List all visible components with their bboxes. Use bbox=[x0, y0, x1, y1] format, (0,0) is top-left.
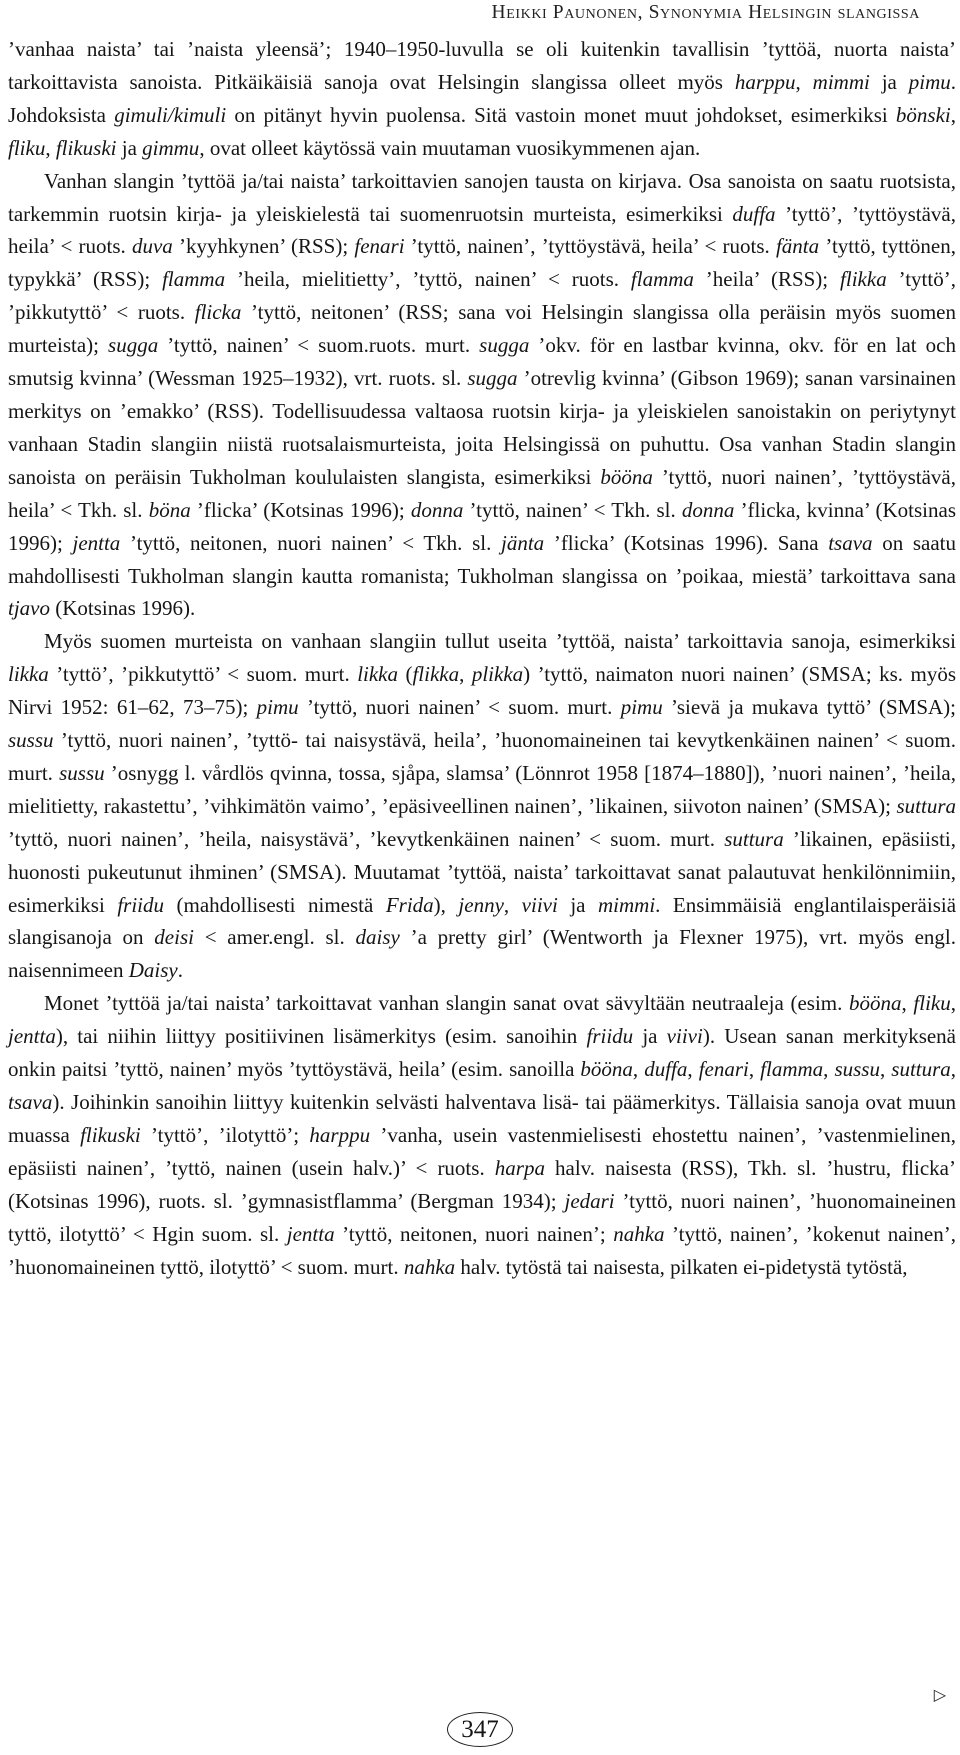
cited-term: bööna bbox=[600, 464, 653, 489]
text-run: , bbox=[459, 662, 472, 687]
text-run: , bbox=[879, 1057, 892, 1082]
cited-term: flikuski bbox=[55, 135, 117, 160]
cited-term: jentta bbox=[8, 1024, 56, 1049]
text-run: ’osnygg l. vårdlös qvinna, tossa, sjåpa, slamsa’ (Lönnrot 1958 [1874–1880]), ’nuori nainen’, ’heila, mielitietty, rakastettu’, ’vihkimätön vaimo’, ’epäsiveellinen nainen’, ’likainen, siivoton nainen’ (SMSA); bbox=[8, 760, 957, 818]
cited-term: sugga bbox=[108, 333, 159, 358]
cited-term: jentta bbox=[286, 1221, 335, 1246]
text-run: Vanhan slangin ’tyttöä ja/tai naista’ tarkoittavien sanojen tausta on kirjava. Osa sanoista on saatu ruotsista, tarkemmin ruotsin kirja- ja yleiskielestä tai suomenruotsin murteista, esimerkiksi bbox=[8, 168, 956, 226]
cited-term: bööna bbox=[849, 991, 902, 1016]
text-run: ’flicka’ (Kotsinas 1996). Sana bbox=[544, 530, 829, 555]
text-run: ’tyttö, nuori nainen’, ’tyttö- tai naisystävä, heila’, ’huonomaineinen tai kevytkenkäinen nainen’ < suom. murt. bbox=[8, 728, 956, 785]
text-run: ’tyttö, nainen’, ’tyttöystävä, heila’ < ruots. bbox=[404, 234, 776, 259]
cited-term: tsava bbox=[828, 530, 873, 555]
cited-term: sussu bbox=[59, 760, 105, 785]
cited-term: flamma bbox=[760, 1057, 824, 1082]
cited-term: harppu bbox=[309, 1122, 371, 1147]
cited-term: sussu bbox=[834, 1057, 880, 1082]
cited-term: duffa bbox=[644, 1057, 688, 1082]
cited-term: pimu bbox=[620, 695, 663, 720]
text-run: , bbox=[901, 991, 914, 1016]
text-run: . Johdoksista bbox=[8, 69, 956, 127]
text-run: ’tyttö’, ’ilotyttö’; bbox=[140, 1122, 310, 1147]
cited-term: harppu bbox=[734, 69, 796, 94]
cited-term: böna bbox=[148, 497, 191, 522]
cited-term: friidu bbox=[117, 892, 165, 917]
page-number: 347 bbox=[447, 1712, 513, 1747]
text-run: ja bbox=[557, 892, 598, 917]
text-run: ’sievä ja mukava tyttö’ (SMSA); bbox=[662, 695, 956, 720]
text-run: ’a pretty girl’ (Wentworth ja Flexner 1975), vrt. myös engl. naisennimeen bbox=[8, 925, 956, 983]
text-run: Monet ’tyttöä ja/tai naista’ tarkoittavat vanhan slangin sanat ovat sävyltään neutraaleja (esim. bbox=[44, 991, 850, 1016]
text-run: ), bbox=[433, 892, 459, 917]
cited-term: gimuli/kimuli bbox=[114, 102, 227, 127]
cited-term: suttura bbox=[724, 826, 784, 851]
cited-term: bööna bbox=[580, 1057, 633, 1082]
text-run: ’tyttö, nuori nainen’, ’heila, naisystävä’, ’kevytkenkäinen nainen’ < suom. murt. bbox=[8, 826, 725, 851]
running-head: Heikki Paunonen, Synonymia Helsingin slangissa bbox=[491, 2, 920, 23]
text-run: ja bbox=[116, 135, 143, 160]
text-run: , bbox=[687, 1057, 699, 1082]
cited-term: jedari bbox=[564, 1188, 615, 1213]
text-run: halv. tytöstä tai naisesta, pilkaten ei-pidetystä tytöstä, bbox=[455, 1254, 908, 1279]
cited-term: fenari bbox=[354, 234, 405, 259]
cited-term: flamma bbox=[162, 267, 226, 292]
text-run: ’tyttö’, ’pikkutyttö’ < suom. murt. bbox=[48, 662, 358, 687]
cited-term: pimu bbox=[256, 695, 299, 720]
text-run: ’tyttö, nuori nainen’, ’tyttöystävä, heila’ < Tkh. sl. bbox=[8, 464, 956, 522]
text-run: on saatu mahdollisesti Tukholman slangin kautta romanista; Tukholman slangissa on ’poikaa, miestä’ tarkoittava sana bbox=[8, 530, 956, 588]
text-run: Myös suomen murteista on vanhaan slangiin tullut useita ’tyttöä, naista’ tarkoittavia sanoja, esimerkiksi bbox=[44, 629, 956, 654]
text-run: ’tyttö’, ’tyttöystävä, heila’ < ruots. bbox=[8, 201, 956, 259]
text-run: , bbox=[823, 1057, 835, 1082]
cited-term: flamma bbox=[630, 267, 694, 292]
text-run: (Kotsinas 1996). bbox=[50, 596, 196, 621]
cited-term: gimmu bbox=[142, 135, 200, 160]
cited-term: viivi bbox=[521, 892, 558, 917]
cited-term: fliku bbox=[8, 135, 46, 160]
text-run: ja bbox=[869, 69, 909, 94]
text-run: . bbox=[177, 958, 183, 983]
cited-term: likka bbox=[357, 662, 398, 687]
text-run: ’flicka, kvinna’ (Kotsinas 1996); bbox=[8, 497, 957, 555]
cited-term: fliku bbox=[913, 991, 951, 1016]
cited-term: likka bbox=[8, 662, 49, 687]
paragraph bbox=[8, 33, 956, 165]
text-run: , bbox=[45, 135, 56, 160]
cited-term: duva bbox=[131, 234, 173, 259]
cited-term: deisi bbox=[154, 925, 194, 950]
cited-term: donna bbox=[681, 497, 735, 522]
cited-term: donna bbox=[410, 497, 464, 522]
text-run: , bbox=[632, 1057, 645, 1082]
text-run: , ovat olleet käytössä vain muutaman vuosikymmenen ajan. bbox=[199, 135, 701, 160]
cited-term: flicka bbox=[194, 300, 242, 325]
cited-term: sugga bbox=[479, 333, 530, 358]
text-run: < amer.engl. sl. bbox=[193, 925, 356, 950]
text-run: ’tyttö, neitonen’ (RSS; sana voi Helsingin slangissa olla peräisin myös suomen murteista); bbox=[8, 300, 956, 358]
text-run: ja bbox=[633, 1024, 667, 1049]
text-run: , bbox=[503, 892, 522, 917]
cited-term: daisy bbox=[355, 925, 400, 950]
text-run: ’vanhaa naista’ tai ’naista yleensä’; 1940–1950-luvulla se oli kuitenkin tavallisin ’tyttöä, nuorta naista’ tarkoittavista sanoista. Pitkäikäisiä sanoja ovat Helsingin slangissa olleet myös bbox=[8, 37, 956, 94]
paragraph bbox=[8, 165, 956, 626]
text-run: ’tyttö, neitonen, nuori nainen’; bbox=[334, 1221, 614, 1246]
text-run: ’otrevlig kvinna’ (Gibson 1969); sanan varsinainen merkitys on ’emakko’ (RSS). Todellisuudessa valtaosa ruotsin kirja- ja yleiskielen sanoistakin on periytynyt vanhaan Stadin slangiin niistä ruotsalaismurteista, joita Helsingissä on puhuttu. Osa vanhan Stadin slangin sanoista on peräisin Tukholman koululaisten slangista, esimerkiksi bbox=[8, 366, 957, 489]
cited-term: suttura bbox=[896, 793, 956, 818]
text-run: ’tyttö, nuori nainen’ < suom. murt. bbox=[298, 695, 621, 720]
text-run: ’heila’ (RSS); bbox=[693, 267, 841, 292]
cited-term: harpa bbox=[494, 1155, 545, 1180]
cited-term: tjavo bbox=[8, 596, 50, 621]
text-run: ’okv. för en lastbar kvinna, okv. för en lat och smutsig kvinna’ (Wessman 1925–1932), vrt. ruots. sl. bbox=[8, 333, 956, 391]
text-run: ’flicka’ (Kotsinas 1996); bbox=[190, 497, 411, 522]
page-body bbox=[8, 33, 956, 1283]
text-run: ). Usean sanan merkityksenä onkin paitsi ’tyttö, nainen’ myös ’tyttöystävä, heila’ (esim. sanoilla bbox=[8, 1024, 957, 1082]
text-run: ’tyttö, nainen’ < Tkh. sl. bbox=[463, 497, 682, 522]
text-run: , bbox=[795, 69, 813, 94]
cited-term: Frida bbox=[385, 892, 434, 917]
cited-term: viivi bbox=[666, 1024, 703, 1049]
continue-arrow-icon: ▷ bbox=[933, 1687, 946, 1704]
text-run: ’tyttö’, ’pikkutyttö’ < ruots. bbox=[8, 267, 956, 325]
cited-term: nahka bbox=[403, 1254, 456, 1279]
cited-term: Daisy bbox=[128, 958, 178, 983]
cited-term: flikka bbox=[840, 267, 887, 292]
text-run: (mahdollisesti nimestä bbox=[164, 892, 386, 917]
text-run: ’vanha, usein vastenmielisesti ehostettu nainen’, ’vastenmielinen, epäsiisti nainen’, ’tyttö, nainen (usein halv.)’ < ruots. bbox=[8, 1122, 956, 1180]
text-run: ’tyttö, nainen’ < suom.ruots. murt. bbox=[158, 333, 480, 358]
cited-term: fenari bbox=[698, 1057, 749, 1082]
cited-term: fänta bbox=[775, 234, 820, 259]
text-run: , bbox=[950, 991, 956, 1016]
text-run: , bbox=[950, 102, 956, 127]
text-run: ’tyttö, tyttönen, typykkä’ (RSS); bbox=[8, 234, 956, 292]
text-run: ’tyttö, nainen’, ’kokenut nainen’, ’huonomaineinen tyttö, ilotyttö’ < suom. murt. bbox=[8, 1221, 956, 1279]
cited-term: tsava bbox=[8, 1090, 53, 1114]
cited-term: bönski bbox=[895, 102, 951, 127]
cited-term: nahka bbox=[613, 1221, 665, 1246]
cited-term: sussu bbox=[8, 728, 54, 753]
cited-term: jenny bbox=[458, 892, 504, 917]
cited-term: mimmi bbox=[598, 892, 656, 917]
text-run: on pitänyt hyvin puolensa. Sitä vastoin monet muut johdokset, esimerkiksi bbox=[226, 102, 896, 127]
cited-term: friidu bbox=[586, 1024, 634, 1049]
text-run: ’likainen, epäsiisti, huonosti pukeutunut ihminen’ (SMSA). Muutamat ’tyttöä, naista’ tarkoittavat sanat palautuvat henkilönnimiin, esimerkiksi bbox=[8, 826, 956, 917]
cited-term: jänta bbox=[501, 530, 545, 555]
text-run: ’kyyhkynen’ (RSS); bbox=[172, 234, 355, 259]
text-run: ). Joihinkin sanoihin liittyy kuitenkin selvästi halventava lisä- tai päämerkitys. Tällaisia sanoja ovat muun muassa bbox=[8, 1090, 956, 1147]
cited-term: jentta bbox=[72, 530, 121, 555]
text-run: , bbox=[748, 1057, 761, 1082]
paragraph bbox=[8, 987, 956, 1283]
text-run: halv. naisesta (RSS), Tkh. sl. ’hustru, flicka’ (Kotsinas 1996), ruots. sl. ’gymnasistflamma’ (Bergman 1934); bbox=[8, 1155, 956, 1213]
text-run: ), tai niihin liittyy positiivinen lisämerkitys (esim. sanoihin bbox=[55, 1024, 587, 1049]
cited-term: flikuski bbox=[80, 1122, 141, 1147]
text-run: ( bbox=[398, 662, 413, 687]
text-run: ) ’tyttö, naimaton nuori nainen’ (SMSA; ks. myös Nirvi 1952: 61–62, 73–75); bbox=[8, 662, 957, 720]
text-run: . Ensimmäisiä englantilaisperäisiä slangisanoja on bbox=[8, 892, 957, 950]
text-run: ’tyttö, neitonen, nuori nainen’ < Tkh. sl. bbox=[120, 530, 501, 555]
cited-term: flikka bbox=[412, 662, 460, 687]
cited-term: suttura bbox=[891, 1057, 951, 1082]
cited-term: plikka bbox=[471, 662, 524, 687]
cited-term: pimu bbox=[908, 69, 951, 94]
paragraph bbox=[8, 625, 956, 987]
cited-term: duffa bbox=[732, 201, 776, 226]
cited-term: mimmi bbox=[812, 69, 870, 94]
text-run: ’heila, mielitietty’, ’tyttö, nainen’ < ruots. bbox=[225, 267, 631, 292]
text-run: , bbox=[950, 1057, 957, 1082]
cited-term: sugga bbox=[467, 366, 518, 391]
text-run: ’tyttö, nuori nainen’, ’huonomaineinen tyttö, ilotyttö’ < Hgin suom. sl. bbox=[8, 1188, 957, 1246]
